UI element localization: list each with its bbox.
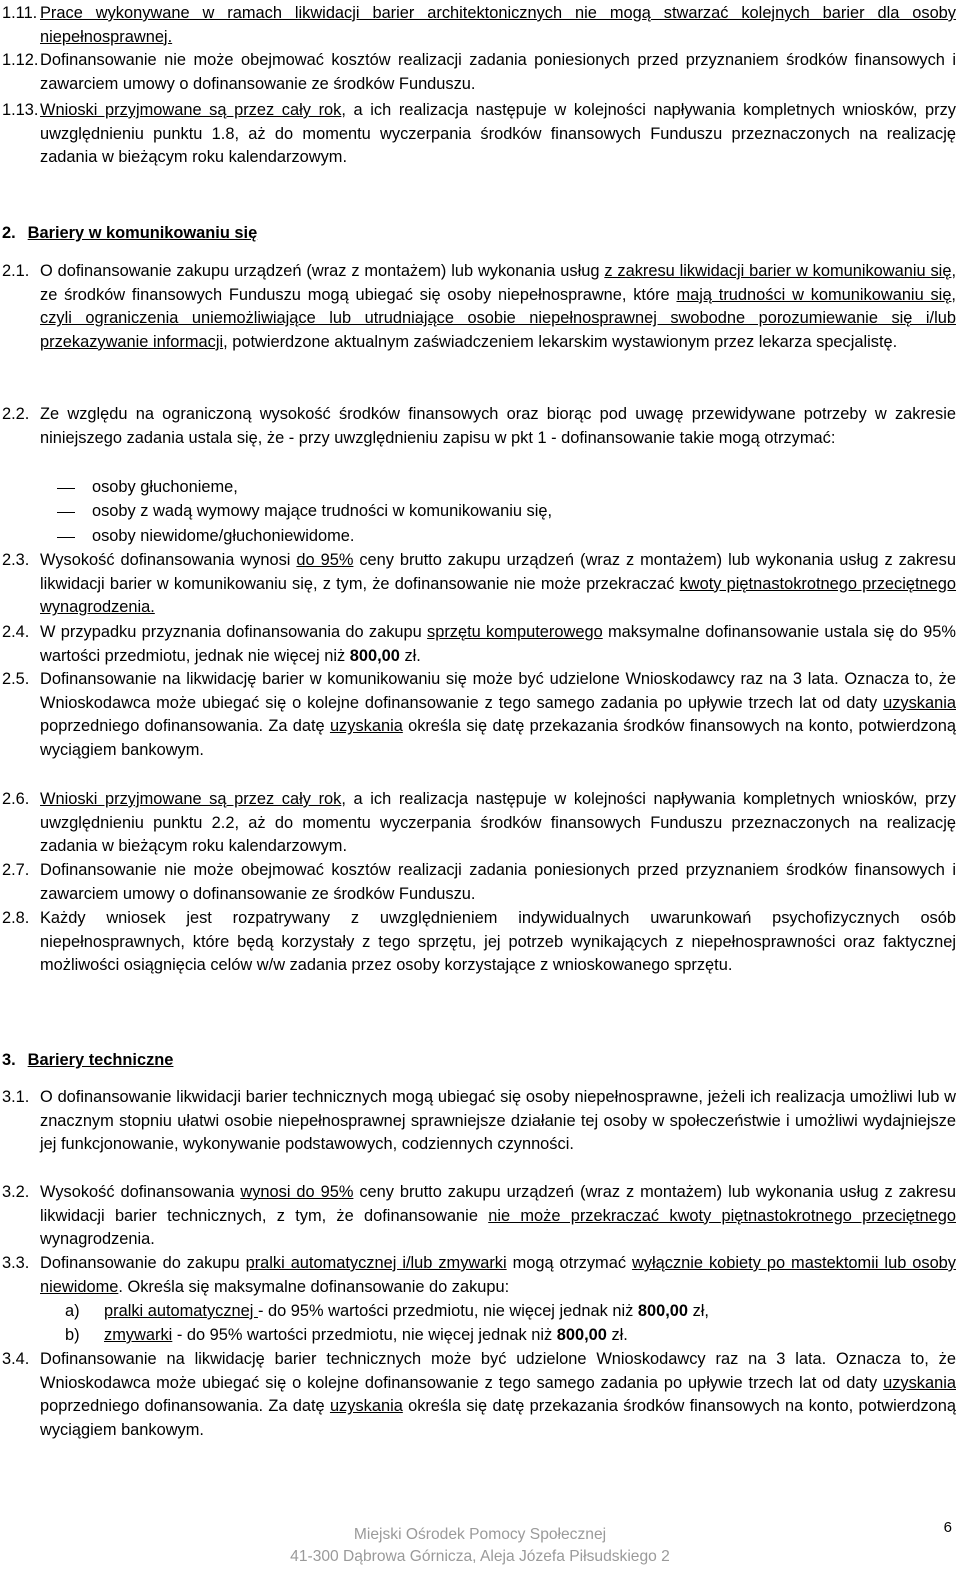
plain-text: poprzedniego dofinansowania. Za datę [40, 717, 330, 736]
sub-item-label: a) [65, 1302, 80, 1320]
plain-text: , a ich realizacja następuje w kolejności napływania kompletnych wniosków, przy uwzględnieniu punktu 1.8, aż do momentu wyczerpania środków finansowych Funduszu przeznaczonych na realizację zadania w bieżącym roku kalendarzowym. [40, 101, 957, 167]
dash-marker [57, 488, 75, 489]
plain-text: ceny brutto zakupu urządzeń (wraz z montażem) lub wykonania usług z zakresu likwidacji barier technicznych, z tym, że dofinansowanie [40, 1183, 956, 1225]
paragraph-3-1 [2, 1086, 956, 1157]
paragraph-text [40, 99, 956, 170]
underlined-text: Wnioski przyjmowane są przez cały rok [40, 790, 342, 808]
paragraph-3-2 [2, 1181, 956, 1252]
section-number: 3. [2, 1051, 16, 1069]
paragraph-2-7 [2, 859, 956, 906]
plain-text: określa się datę przekazania środków finansowych na konto, potwierdzoną wyciągiem bankowym. [40, 1397, 956, 1439]
plain-text: . Określa się maksymalne dofinansowanie do zakupu: [118, 1277, 510, 1296]
paragraph-text [40, 788, 956, 859]
dash-marker [57, 537, 75, 538]
underlined-text: z zakresu likwidacji barier w komunikowaniu się [604, 262, 952, 280]
bullet-text: osoby niewidome/głuchoniewidome. [92, 527, 355, 545]
underlined-text: uzyskania [329, 1397, 403, 1416]
footer-address: 41-300 Dąbrowa Górnicza, Aleja Józefa Piłsudskiego 2 [290, 1548, 670, 1565]
plain-text: Wysokość dofinansowania wynosi [40, 551, 297, 569]
paragraph-text [40, 260, 956, 354]
plain-text: Dofinansowanie na likwidację barier w komunikowaniu się może być udzielone Wnioskodawcy raz na 3 lata. Oznacza to, że Wnioskodawca może ubiegać się o kolejne dofinansowanie z tego samego zadania po upływie trzech lat od daty [40, 670, 956, 712]
plain-text: zł, [688, 1302, 709, 1320]
section-title: Bariery techniczne [27, 1051, 174, 1069]
sub-item-text [104, 1300, 709, 1324]
plain-text: , ze środków finansowych Funduszu mogą ubiegać się osoby niepełnosprawne, które [40, 262, 956, 304]
item-number: 2.8. [2, 909, 30, 927]
plain-text: O dofinansowanie zakupu urządzeń (wraz z montażem) lub wykonania usług [40, 262, 605, 280]
plain-text: - do 95% wartości przedmiotu, nie więcej jednak niż [172, 1326, 557, 1344]
paragraph-text: O dofinansowanie likwidacji barier technicznych mogą ubiegać się osoby niepełnosprawne, jeżeli ich realizacja umożliwi lub w znacznym stopniu ułatwi osobie niepełnosprawnej sprawniejsze działanie tej osoby w społeczeństwie i umożliwi wydajniejsze jej funkcjonowanie, wykonywanie podstawowych, codziennych czynności. [40, 1088, 956, 1154]
plain-text: ceny brutto zakupu urządzeń (wraz z montażem) lub wykonania usług z zakresu likwidacji barier w komunikowaniu się, z tym, że dofinansowanie nie może przekraczać [40, 551, 956, 593]
paragraph-1-13 [2, 99, 956, 170]
paragraph-2-3 [2, 549, 956, 620]
paragraph-text [40, 549, 956, 620]
plain-text: W przypadku przyznania dofinansowania do zakupu [40, 623, 428, 641]
paragraph-3-3 [2, 1252, 956, 1299]
section-heading-3 [2, 1049, 173, 1073]
underlined-text: wyłącznie kobiety po mastektomii lub osoby niewidome [40, 1254, 956, 1296]
item-number: 2.3. [2, 551, 30, 569]
plain-text: maksymalne dofinansowanie ustala się do 95% wartości przedmiotu, jednak nie więcej niż [40, 623, 956, 665]
item-number: 3.1. [2, 1088, 30, 1106]
plain-text: poprzedniego dofinansowania. Za datę [40, 1397, 330, 1416]
underlined-text: sprzętu komputerowego [427, 623, 603, 641]
paragraph-text: Każdy wniosek jest rozpatrywany z uwzględnieniem indywidualnych uwarunkowań psychofizycznych osób niepełnosprawnych, które będą korzystały z tego sprzętu, jej potrzeb wynikających z niepełnosprawności oraz faktycznej możliwości osiągnięcia celów w/w zadania przez osoby korzystające z wnioskowanego sprzętu. [40, 909, 956, 975]
dash-marker [57, 512, 75, 513]
footer-org-name: Miejski Ośrodek Pomocy Społecznej [353, 1526, 607, 1543]
paragraph-text [40, 668, 956, 762]
paragraph-2-4 [2, 621, 956, 668]
paragraph-text: Dofinansowanie nie może obejmować kosztów realizacji zadania poniesionych przed przyznaniem środków finansowych i zawarciem umowy o dofinansowanie ze środków Funduszu. [40, 861, 956, 903]
underlined-text: wynosi do 95% [240, 1183, 354, 1201]
plain-text: Wysokość dofinansowania [40, 1183, 241, 1201]
item-number: 3.4. [2, 1350, 30, 1368]
bold-amount: 800,00 [349, 646, 400, 665]
bold-amount: 800,00 [556, 1326, 607, 1344]
paragraph-text: Dofinansowanie nie może obejmować kosztów realizacji zadania poniesionych przed przyznaniem środków finansowych i zawarciem umowy o dofinansowanie ze środków Funduszu. [40, 51, 956, 93]
item-number: 1.12. [2, 51, 39, 69]
plain-text: , potwierdzone aktualnym zaświadczeniem lekarskim wystawionym przez lekarza specjalistę. [223, 332, 898, 351]
item-number: 2.5. [2, 670, 30, 688]
bullet-text: osoby głuchonieme, [92, 478, 238, 496]
plain-text: - do 95% wartości przedmiotu, nie więcej jednak niż [257, 1302, 638, 1320]
item-number: 1.13. [2, 101, 39, 119]
paragraph-text: Ze względu na ograniczoną wysokość środków finansowych oraz biorąc pod uwagę przewidywane potrzeby w zakresie niniejszego zadania ustala się, że - przy uwzględnieniu zapisu w pkt 1 - dofinansowanie takie mogą otrzymać: [40, 405, 956, 447]
underlined-text: pralki automatycznej [104, 1302, 258, 1320]
item-number: 2.4. [2, 623, 30, 641]
paragraph-3-4 [2, 1348, 956, 1442]
section-title: Bariery w komunikowaniu się [27, 224, 258, 242]
underlined-text: uzyskania [883, 693, 956, 712]
section-number: 2. [2, 224, 16, 242]
paragraph-2-2 [2, 403, 956, 450]
paragraph-1-11 [2, 2, 956, 49]
paragraph-text [40, 621, 956, 668]
paragraph-text [40, 1181, 956, 1252]
paragraph-2-5 [2, 668, 956, 762]
paragraph-text [40, 1348, 956, 1442]
bold-amount: 800,00 [637, 1302, 689, 1320]
item-number: 1.11. [2, 4, 38, 22]
plain-text: określa się datę przekazania środków finansowych na konto, potwierdzoną wyciągiem bankowym. [40, 717, 956, 759]
item-number: 3.3. [2, 1254, 30, 1272]
plain-text: Dofinansowanie na likwidację barier technicznych może być udzielone Wnioskodawcy raz na 3 lata. Oznacza to, że Wnioskodawca może ubiegać się o kolejne dofinansowanie z tego samego zadania po upływie trzech lat od daty [40, 1350, 956, 1392]
page-number: 6 [943, 1519, 952, 1536]
paragraph-2-1 [2, 260, 956, 354]
plain-text: wynagrodzenia. [40, 1230, 155, 1249]
plain-text: Dofinansowanie do zakupu [40, 1254, 246, 1272]
plain-text: zł. [606, 1326, 628, 1344]
sub-item-text [104, 1324, 628, 1348]
item-number: 2.2. [2, 405, 30, 423]
underlined-text: mają trudności w komunikowaniu się, czyli ograniczenia uniemożliwiające lub utrudniające osobie niepełnosprawnej swobodne porozumiewanie się i/lub przekazywanie informacji [40, 285, 956, 351]
paragraph-2-6 [2, 788, 956, 859]
item-number: 2.1. [2, 262, 30, 280]
paragraph-text: Prace wykonywane w ramach likwidacji barier architektonicznych nie mogą stwarzać kolejnych barier dla osoby niepełnosprawnej. [40, 4, 956, 46]
plain-text: mogą otrzymać [506, 1254, 632, 1272]
paragraph-2-8 [2, 907, 956, 978]
underlined-text: uzyskania [883, 1373, 956, 1392]
underlined-text: uzyskania [329, 717, 403, 736]
underlined-text: nie może przekraczać kwoty piętnastokrotnego przeciętnego [488, 1206, 956, 1225]
paragraph-text [40, 1252, 956, 1299]
underlined-text: Wnioski przyjmowane są przez cały rok [40, 101, 342, 119]
plain-text: zł. [399, 646, 421, 665]
section-heading-2 [2, 222, 257, 246]
paragraph-1-12 [2, 49, 956, 96]
item-number: 3.2. [2, 1183, 30, 1201]
plain-text: , a ich realizacja następuje w kolejności napływania kompletnych wniosków, przy uwzględnieniu punktu 2.2, aż do momentu wyczerpania środków finansowych Funduszu przeznaczonych na realizację zadania w bieżącym roku kalendarzowym. [40, 790, 957, 856]
underlined-text: pralki automatycznej i/lub zmywarki [245, 1254, 507, 1272]
item-number: 2.6. [2, 790, 30, 808]
underlined-text: do 95% [296, 551, 354, 569]
sub-item-label: b) [65, 1326, 80, 1344]
item-number: 2.7. [2, 861, 30, 879]
underlined-text: kwoty piętnastokrotnego przeciętnego wynagrodzenia. [40, 574, 957, 617]
bullet-text: osoby z wadą wymowy mające trudności w komunikowaniu się, [92, 502, 553, 520]
underlined-text: zmywarki [104, 1326, 173, 1344]
